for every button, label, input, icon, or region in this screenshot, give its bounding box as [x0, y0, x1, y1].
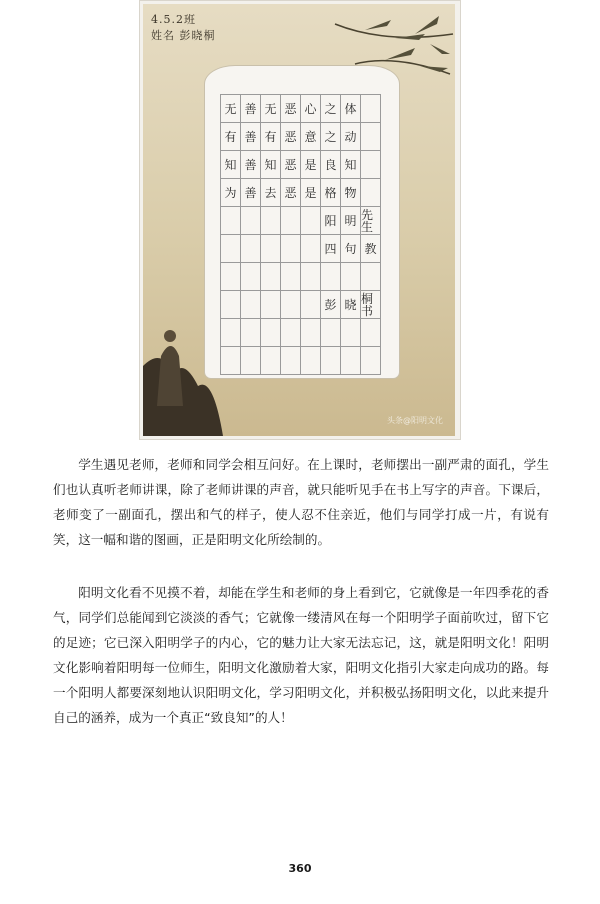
calligraphy-sheet — [205, 66, 399, 378]
grid-cell — [321, 347, 341, 375]
handwritten-header — [151, 12, 221, 44]
grid-cell — [341, 319, 361, 347]
grid-cell: 有 — [221, 123, 241, 151]
grid-cell: 彭 — [321, 291, 341, 319]
grid-cell: 知 — [221, 151, 241, 179]
grid-cell: 良 — [321, 151, 341, 179]
grid-cell — [261, 291, 281, 319]
grid-cell — [261, 263, 281, 291]
grid-cell: 善 — [241, 151, 261, 179]
grid-cell — [241, 235, 261, 263]
grid-cell: 物 — [341, 179, 361, 207]
grid-cell: 阳 — [321, 207, 341, 235]
grid-cell: 恶 — [281, 123, 301, 151]
grid-cell — [281, 207, 301, 235]
grid-cell — [221, 347, 241, 375]
grid-cell — [261, 347, 281, 375]
grid-cell: 晓 — [341, 291, 361, 319]
grid-cell: 动 — [341, 123, 361, 151]
grid-cell: 恶 — [281, 179, 301, 207]
grid-cell — [281, 235, 301, 263]
grid-cell: 意 — [301, 123, 321, 151]
grid-cell: 桐书 — [361, 291, 381, 319]
grid-cell — [361, 95, 381, 123]
grid-cell: 无 — [261, 95, 281, 123]
grid-cell — [281, 347, 301, 375]
grid-cell: 先生 — [361, 207, 381, 235]
grid-cell — [221, 207, 241, 235]
calligraphy-photo — [139, 0, 461, 440]
grid-cell: 是 — [301, 151, 321, 179]
grid-cell — [341, 263, 361, 291]
grid-cell — [241, 319, 261, 347]
grid-cell — [281, 319, 301, 347]
grid-cell — [341, 347, 361, 375]
grid-cell — [361, 151, 381, 179]
grid-cell — [361, 123, 381, 151]
grid-cell — [241, 291, 261, 319]
grid-cell — [221, 319, 241, 347]
grid-cell — [361, 347, 381, 375]
grid-cell — [261, 319, 281, 347]
grid-cell — [361, 179, 381, 207]
grid-cell — [221, 291, 241, 319]
grid-cell: 教 — [361, 235, 381, 263]
class-label: 4.5.2班 — [151, 13, 196, 26]
grid-cell: 之 — [321, 95, 341, 123]
grid-cell — [261, 235, 281, 263]
grid-cell: 善 — [241, 95, 261, 123]
grid-cell — [241, 347, 261, 375]
grid-cell — [301, 235, 321, 263]
grid-cell — [301, 207, 321, 235]
student-name-label: 姓名 彭晓桐 — [151, 29, 216, 42]
grid-cell — [301, 319, 321, 347]
grid-cell: 知 — [341, 151, 361, 179]
grid-cell: 为 — [221, 179, 241, 207]
character-grid — [220, 94, 381, 375]
grid-cell: 四 — [321, 235, 341, 263]
grid-cell: 明 — [341, 207, 361, 235]
grid-cell: 知 — [261, 151, 281, 179]
grid-cell: 句 — [341, 235, 361, 263]
decorated-paper — [143, 4, 455, 436]
grid-cell: 格 — [321, 179, 341, 207]
grid-cell: 去 — [261, 179, 281, 207]
grid-cell — [221, 263, 241, 291]
page-number: 360 — [288, 862, 312, 875]
grid-cell: 是 — [301, 179, 321, 207]
grid-cell — [361, 319, 381, 347]
grid-cell: 有 — [261, 123, 281, 151]
grid-cell — [281, 291, 301, 319]
grid-cell: 善 — [241, 179, 261, 207]
grid-cell — [301, 347, 321, 375]
grid-cell — [221, 235, 241, 263]
grid-cell — [361, 263, 381, 291]
grid-cell: 恶 — [281, 151, 301, 179]
grid-cell — [301, 291, 321, 319]
paragraph-1: 学生遇见老师，老师和同学会相互问好。在上课时，老师摆出一副严肃的面孔，学生们也认真听老师讲课，除了老师讲课的声音，就只能听见手在书上写字的声音。下课后，老师变了一副面孔，摆出和气的样子，使人忍不住亲近，他们与同学打成一片，有说有笑，这一幅和谐的图画，正是阳明文化所绘制的。 — [53, 457, 549, 547]
grid-cell — [301, 263, 321, 291]
grid-cell — [281, 263, 301, 291]
grid-cell: 恶 — [281, 95, 301, 123]
grid-cell: 心 — [301, 95, 321, 123]
grid-cell — [241, 207, 261, 235]
grid-cell: 无 — [221, 95, 241, 123]
grid-cell — [241, 263, 261, 291]
photo-watermark: 头条@阳明文化 — [387, 416, 443, 425]
paragraph-2: 阳明文化看不见摸不着，却能在学生和老师的身上看到它，它就像是一年四季花的香气，同学们总能闻到它淡淡的香气；它就像一缕清风在每一个阳明学子面前吹过，留下它的足迹；它已深入阳明学子的内心，它的魅力让大家无法忘记，这，就是阳明文化！阳明文化影响着阳明每一位师生，阳明文化激励着大家，阳明文化指引大家走向成功的路。每一个阳明人都要深刻地认识阳明文化，学习阳明文化，并积极弘扬阳明文化，以此来提升自己的涵养，成为一个真正“致良知”的人！ — [53, 585, 549, 725]
grid-cell — [321, 319, 341, 347]
grid-cell: 体 — [341, 95, 361, 123]
grid-cell — [321, 263, 341, 291]
grid-cell — [261, 207, 281, 235]
grid-cell: 善 — [241, 123, 261, 151]
grid-cell: 之 — [321, 123, 341, 151]
